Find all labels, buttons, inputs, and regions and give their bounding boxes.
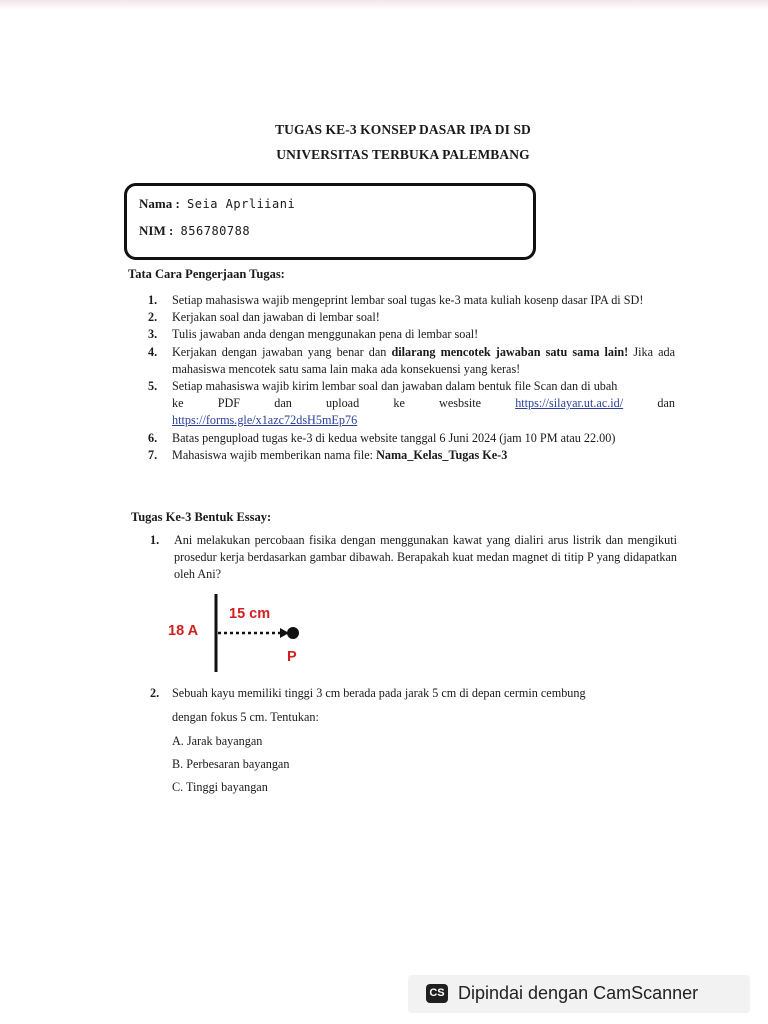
nim-row [139, 223, 250, 239]
option-c: C. Tinggi bayangan [172, 780, 268, 794]
list-item: 2. Kerjakan soal dan jawaban di lembar soal! [148, 310, 380, 325]
option-a: A. Jarak bayangan [172, 734, 263, 748]
nim-label: NIM : [139, 223, 174, 238]
camscanner-watermark [408, 975, 750, 1013]
instructions-title: Tata Cara Pengerjaan Tugas: [128, 267, 285, 281]
essay-title: Tugas Ke-3 Bentuk Essay: [131, 510, 272, 524]
instructions-list [148, 292, 675, 464]
list-item: 1. Setiap mahasiswa wajib mengeprint lembar soal tugas ke-3 mata kuliah kosenp dasar IPA di SD! [148, 293, 644, 307]
google-forms-link[interactable]: https://forms.gle/x1azc72dsH5mEp76 [172, 413, 358, 428]
list-item: 4. Kerjakan dengan jawaban yang benar dan dilarang mencotek jawaban satu sama lain! Jika ada mahasiswa mencotek satu sama lain maka ada konsekuensi yang keras! [148, 344, 676, 376]
essay-list [150, 532, 677, 584]
point-label: P [287, 649, 297, 665]
silayar-link[interactable]: https://silayar.ut.ac.id/ [515, 396, 624, 411]
list-item: 3. Tulis jawaban anda dengan menggunakan pena di lembar soal! [148, 327, 479, 342]
name-label: Nama : [139, 196, 180, 211]
nim-value: 856780788 [180, 224, 251, 238]
question-1: 1. Ani melakukan percobaan fisika dengan menggunakan kawat yang dialiri arus listrik dan mengikuti prosedur kerja berdasarkan gambar dibawah. Berapakah kuat medan magnet di titip P yang didapatkan oleh Ani? [150, 533, 677, 582]
list-item: 6. Batas pengupload tugas ke-3 di kedua website tanggal 6 Juni 2024 (jam 10 PM atau 22.00) [148, 430, 616, 445]
list-item: 7. Mahasiswa wajib memberikan nama file: Nama_Kelas_Tugas Ke-3 [148, 447, 508, 462]
wire-field-diagram [168, 594, 308, 674]
identity-box [124, 183, 536, 260]
point-p-dot [287, 627, 299, 639]
current-label: 18 A [168, 623, 199, 639]
scan-edge [0, 0, 768, 10]
name-value: Seia Aprliiani [187, 197, 296, 211]
list-item: 5. Setiap mahasiswa wajib kirim lembar soal dan jawaban dalam bentuk file Scan dan di ubah ke PDF dan upload ke wesbsite https://silayar.ut.ac.id/ dan https://forms.gle/x1azc72dsH5mEp76 [148, 379, 675, 428]
name-row [139, 196, 295, 212]
title-line-1: TUGAS KE-3 KONSEP DASAR IPA DI SD [275, 122, 531, 137]
camscanner-logo-icon: CS [426, 984, 448, 1003]
distance-label: 15 cm [229, 606, 271, 622]
scanned-page: TUGAS KE-3 KONSEP DASAR IPA DI SD UNIVERSITAS TERBUKA PALEMBANG Nama : Seia Aprliiani NIM : 856780788 Tata Cara Pengerjaan Tugas: 1. Setiap mahasiswa wajib mengeprint lembar soal tugas ke-3 mata kuliah kosenp dasar IPA di SD! 2. Kerjakan soal dan jawaban di lembar soal! 3. Tulis jawaban anda dengan menggunakan pena di lembar soal! 4. Kerjakan dengan jawaban yang benar dan dilarang mencotek jawaban satu sama lain! Jika ada mahasiswa mencotek satu sama lain maka ada konsekuensi yang keras! 5. Setiap mahasiswa wajib kirim lembar soal dan jawaban dalam bentuk file Scan dan di ubah ke PDF dan upload ke wesbsite https://silayar.ut.ac.id/ dan https://forms.gle/x1azc72dsH5mEp76 6. Batas pengupload tugas ke-3 di kedua website tanggal 6 Juni 2024 (jam 10 PM atau 22.00) 7. Mahasiswa wajib memberikan nama file: Nama_Kelas_Tugas Ke-3 Tugas Ke-3 Bentuk Essay: 1. Ani melakukan percobaan fisika dengan menggunakan kawat yang dialiri arus listrik dan mengikuti prosedur kerja berdasarkan gambar dibawah. Berapakah kuat medan magnet di titip P yang didapatkan oleh Ani? 18 A 15 cm P 2. Sebuah kayu memiliki tinggi 3 cm berada pada jarak 5 cm di depan cermin cembung dengan fokus 5 cm. Tentukan: A. Jarak bayangan B. Perbesaran bayangan C. Tinggi bayangan CS Dipindai dengan CamScanner [0, 0, 768, 1024]
option-b: B. Perbesaran bayangan [172, 757, 290, 771]
title-line-2: UNIVERSITAS TERBUKA PALEMBANG [276, 147, 530, 162]
camscanner-text: Dipindai dengan CamScanner [458, 983, 699, 1003]
